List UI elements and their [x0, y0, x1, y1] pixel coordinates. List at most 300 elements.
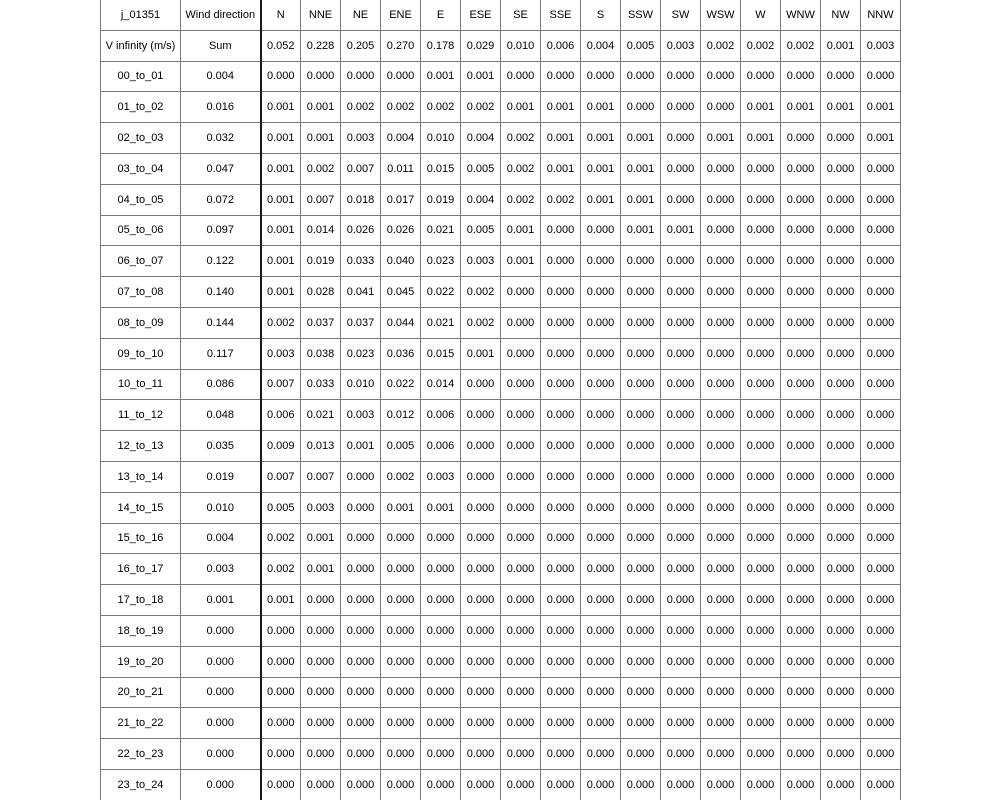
frequency-cell: 0.000 — [261, 61, 301, 92]
frequency-cell: 0.003 — [461, 246, 501, 277]
frequency-cell: 0.000 — [261, 739, 301, 770]
table-row — [101, 769, 901, 799]
frequency-cell: 0.000 — [301, 615, 341, 646]
frequency-cell: 0.000 — [581, 307, 621, 338]
frequency-cell: 0.000 — [461, 400, 501, 431]
frequency-cell: 0.002 — [501, 184, 541, 215]
frequency-cell: 0.000 — [661, 369, 701, 400]
table-row — [101, 646, 901, 677]
frequency-cell: 0.000 — [861, 585, 901, 616]
frequency-cell: 0.000 — [661, 708, 701, 739]
frequency-cell: 0.000 — [661, 677, 701, 708]
frequency-cell: 0.000 — [701, 400, 741, 431]
frequency-cell: 0.000 — [261, 708, 301, 739]
frequency-cell: 0.000 — [581, 554, 621, 585]
direction-header: W — [741, 0, 781, 30]
direction-header: NW — [821, 0, 861, 30]
table-row — [101, 677, 901, 708]
frequency-cell: 0.001 — [261, 215, 301, 246]
frequency-cell: 0.000 — [541, 523, 581, 554]
frequency-cell: 0.000 — [381, 739, 421, 770]
frequency-cell: 0.000 — [541, 677, 581, 708]
speed-bin-label: 09_to_10 — [101, 338, 181, 369]
frequency-cell: 0.000 — [501, 277, 541, 308]
frequency-cell: 0.000 — [461, 369, 501, 400]
frequency-cell: 0.000 — [541, 431, 581, 462]
frequency-cell: 0.000 — [701, 677, 741, 708]
frequency-cell: 0.003 — [261, 338, 301, 369]
frequency-cell: 0.000 — [421, 615, 461, 646]
frequency-cell: 0.002 — [501, 123, 541, 154]
frequency-cell: 0.004 — [461, 184, 501, 215]
frequency-cell: 0.037 — [341, 307, 381, 338]
frequency-cell: 0.000 — [701, 184, 741, 215]
frequency-cell: 0.000 — [781, 523, 821, 554]
frequency-cell: 0.000 — [861, 369, 901, 400]
frequency-cell: 0.001 — [821, 92, 861, 123]
frequency-cell: 0.000 — [301, 646, 341, 677]
frequency-cell: 0.000 — [821, 184, 861, 215]
frequency-cell: 0.000 — [581, 277, 621, 308]
frequency-cell: 0.022 — [381, 369, 421, 400]
frequency-cell: 0.000 — [581, 615, 621, 646]
frequency-cell: 0.001 — [421, 61, 461, 92]
direction-sum-cell: 0.205 — [341, 30, 381, 61]
frequency-cell: 0.021 — [421, 215, 461, 246]
frequency-cell: 0.001 — [741, 123, 781, 154]
frequency-cell: 0.000 — [381, 554, 421, 585]
frequency-cell: 0.000 — [501, 400, 541, 431]
frequency-cell: 0.001 — [501, 92, 541, 123]
frequency-cell: 0.000 — [581, 708, 621, 739]
frequency-cell: 0.000 — [741, 246, 781, 277]
frequency-cell: 0.000 — [341, 708, 381, 739]
direction-sum-cell: 0.004 — [581, 30, 621, 61]
direction-header: SSW — [621, 0, 661, 30]
frequency-cell: 0.026 — [341, 215, 381, 246]
frequency-cell: 0.000 — [821, 739, 861, 770]
frequency-cell: 0.000 — [501, 677, 541, 708]
frequency-cell: 0.000 — [821, 400, 861, 431]
frequency-cell: 0.000 — [741, 769, 781, 799]
frequency-cell: 0.000 — [621, 92, 661, 123]
frequency-cell: 0.003 — [301, 492, 341, 523]
frequency-cell: 0.000 — [461, 431, 501, 462]
frequency-cell: 0.000 — [821, 615, 861, 646]
frequency-cell: 0.000 — [781, 123, 821, 154]
frequency-cell: 0.000 — [461, 769, 501, 799]
frequency-cell: 0.000 — [461, 585, 501, 616]
frequency-cell: 0.000 — [701, 615, 741, 646]
header-row — [101, 0, 901, 30]
frequency-cell: 0.001 — [861, 123, 901, 154]
frequency-cell: 0.000 — [621, 307, 661, 338]
frequency-cell: 0.010 — [341, 369, 381, 400]
frequency-cell: 0.000 — [661, 431, 701, 462]
frequency-cell: 0.003 — [341, 123, 381, 154]
table-row — [101, 307, 901, 338]
frequency-cell: 0.000 — [421, 708, 461, 739]
table-row — [101, 400, 901, 431]
frequency-cell: 0.000 — [421, 585, 461, 616]
frequency-cell: 0.000 — [501, 646, 541, 677]
frequency-cell: 0.000 — [261, 615, 301, 646]
frequency-cell: 0.014 — [421, 369, 461, 400]
frequency-cell: 0.000 — [741, 215, 781, 246]
frequency-cell: 0.001 — [621, 153, 661, 184]
frequency-cell: 0.041 — [341, 277, 381, 308]
frequency-cell: 0.045 — [381, 277, 421, 308]
frequency-cell: 0.000 — [861, 708, 901, 739]
frequency-cell: 0.000 — [581, 677, 621, 708]
frequency-cell: 0.000 — [781, 431, 821, 462]
direction-header: S — [581, 0, 621, 30]
frequency-cell: 0.000 — [741, 585, 781, 616]
row-sum-cell: 0.000 — [181, 739, 261, 770]
frequency-cell: 0.001 — [301, 523, 341, 554]
frequency-cell: 0.000 — [861, 184, 901, 215]
frequency-cell: 0.000 — [701, 369, 741, 400]
frequency-cell: 0.000 — [541, 307, 581, 338]
frequency-cell: 0.000 — [741, 554, 781, 585]
row-sum-cell: 0.086 — [181, 369, 261, 400]
frequency-cell: 0.000 — [421, 646, 461, 677]
frequency-cell: 0.000 — [341, 61, 381, 92]
frequency-cell: 0.000 — [661, 61, 701, 92]
frequency-cell: 0.000 — [861, 492, 901, 523]
frequency-cell: 0.000 — [541, 492, 581, 523]
frequency-cell: 0.000 — [701, 61, 741, 92]
row-sum-cell: 0.003 — [181, 554, 261, 585]
frequency-cell: 0.000 — [821, 646, 861, 677]
frequency-cell: 0.000 — [781, 338, 821, 369]
direction-header: ESE — [461, 0, 501, 30]
frequency-cell: 0.000 — [781, 646, 821, 677]
frequency-cell: 0.000 — [821, 338, 861, 369]
frequency-cell: 0.003 — [421, 461, 461, 492]
row-sum-cell: 0.000 — [181, 708, 261, 739]
row-sum-cell: 0.000 — [181, 646, 261, 677]
sum-row — [101, 30, 901, 61]
direction-sum-cell: 0.003 — [861, 30, 901, 61]
frequency-cell: 0.000 — [701, 523, 741, 554]
frequency-cell: 0.000 — [861, 338, 901, 369]
speed-bin-label: 18_to_19 — [101, 615, 181, 646]
table-row — [101, 184, 901, 215]
speed-bin-label: 13_to_14 — [101, 461, 181, 492]
frequency-cell: 0.001 — [261, 153, 301, 184]
frequency-cell: 0.000 — [661, 153, 701, 184]
frequency-cell: 0.000 — [701, 92, 741, 123]
frequency-cell: 0.000 — [741, 461, 781, 492]
direction-header: NE — [341, 0, 381, 30]
table-row — [101, 277, 901, 308]
table-row — [101, 338, 901, 369]
frequency-cell: 0.004 — [381, 123, 421, 154]
frequency-cell: 0.000 — [381, 585, 421, 616]
table-row — [101, 554, 901, 585]
frequency-cell: 0.001 — [541, 153, 581, 184]
frequency-cell: 0.000 — [661, 461, 701, 492]
frequency-cell: 0.001 — [581, 92, 621, 123]
frequency-cell: 0.000 — [461, 708, 501, 739]
frequency-cell: 0.000 — [541, 277, 581, 308]
frequency-cell: 0.000 — [341, 492, 381, 523]
frequency-cell: 0.000 — [381, 615, 421, 646]
frequency-cell: 0.000 — [621, 708, 661, 739]
frequency-cell: 0.000 — [861, 677, 901, 708]
frequency-cell: 0.002 — [461, 307, 501, 338]
frequency-cell: 0.000 — [621, 492, 661, 523]
frequency-cell: 0.000 — [341, 677, 381, 708]
table-row — [101, 585, 901, 616]
frequency-cell: 0.007 — [261, 461, 301, 492]
direction-sum-cell: 0.010 — [501, 30, 541, 61]
frequency-cell: 0.038 — [301, 338, 341, 369]
direction-sum-cell: 0.002 — [781, 30, 821, 61]
table-row — [101, 431, 901, 462]
direction-header: E — [421, 0, 461, 30]
frequency-cell: 0.000 — [861, 739, 901, 770]
frequency-cell: 0.002 — [461, 277, 501, 308]
frequency-cell: 0.000 — [701, 153, 741, 184]
frequency-cell: 0.000 — [421, 769, 461, 799]
frequency-cell: 0.000 — [781, 461, 821, 492]
table-row — [101, 461, 901, 492]
frequency-cell: 0.000 — [541, 769, 581, 799]
frequency-cell: 0.000 — [861, 523, 901, 554]
direction-sum-cell: 0.178 — [421, 30, 461, 61]
table-row — [101, 246, 901, 277]
frequency-cell: 0.000 — [821, 585, 861, 616]
frequency-cell: 0.000 — [341, 523, 381, 554]
frequency-cell: 0.002 — [341, 92, 381, 123]
frequency-cell: 0.000 — [701, 492, 741, 523]
frequency-cell: 0.000 — [501, 369, 541, 400]
frequency-cell: 0.000 — [621, 277, 661, 308]
frequency-cell: 0.018 — [341, 184, 381, 215]
frequency-cell: 0.004 — [461, 123, 501, 154]
frequency-cell: 0.000 — [581, 523, 621, 554]
frequency-cell: 0.000 — [461, 461, 501, 492]
frequency-cell: 0.007 — [301, 461, 341, 492]
frequency-cell: 0.000 — [341, 646, 381, 677]
frequency-cell: 0.000 — [821, 554, 861, 585]
frequency-cell: 0.006 — [421, 431, 461, 462]
table-row — [101, 123, 901, 154]
frequency-cell: 0.000 — [461, 523, 501, 554]
row-sum-cell: 0.016 — [181, 92, 261, 123]
frequency-cell: 0.000 — [741, 307, 781, 338]
speed-bin-label: 02_to_03 — [101, 123, 181, 154]
frequency-cell: 0.000 — [821, 677, 861, 708]
frequency-cell: 0.000 — [701, 769, 741, 799]
frequency-cell: 0.000 — [861, 277, 901, 308]
frequency-cell: 0.021 — [421, 307, 461, 338]
frequency-cell: 0.000 — [501, 461, 541, 492]
frequency-cell: 0.000 — [621, 523, 661, 554]
table-row — [101, 523, 901, 554]
table-row — [101, 369, 901, 400]
frequency-cell: 0.000 — [821, 461, 861, 492]
direction-sum-cell: 0.001 — [821, 30, 861, 61]
direction-header: NNW — [861, 0, 901, 30]
frequency-cell: 0.000 — [581, 739, 621, 770]
frequency-cell: 0.000 — [581, 431, 621, 462]
row-sum-cell: 0.048 — [181, 400, 261, 431]
row-sum-cell: 0.019 — [181, 461, 261, 492]
frequency-cell: 0.000 — [501, 739, 541, 770]
frequency-cell: 0.000 — [341, 554, 381, 585]
frequency-cell: 0.000 — [501, 492, 541, 523]
frequency-cell: 0.000 — [581, 769, 621, 799]
frequency-cell: 0.001 — [301, 123, 341, 154]
frequency-cell: 0.001 — [341, 431, 381, 462]
frequency-cell: 0.000 — [741, 153, 781, 184]
frequency-cell: 0.006 — [421, 400, 461, 431]
frequency-cell: 0.000 — [701, 338, 741, 369]
frequency-cell: 0.000 — [741, 646, 781, 677]
frequency-cell: 0.000 — [421, 554, 461, 585]
wind-direction-label: Wind direction — [181, 0, 261, 30]
frequency-cell: 0.000 — [661, 307, 701, 338]
frequency-cell: 0.000 — [381, 523, 421, 554]
frequency-cell: 0.006 — [261, 400, 301, 431]
frequency-cell: 0.000 — [861, 769, 901, 799]
frequency-cell: 0.023 — [341, 338, 381, 369]
frequency-cell: 0.000 — [621, 739, 661, 770]
frequency-cell: 0.000 — [781, 277, 821, 308]
direction-header: NNE — [301, 0, 341, 30]
frequency-cell: 0.022 — [421, 277, 461, 308]
frequency-cell: 0.000 — [781, 708, 821, 739]
frequency-cell: 0.033 — [341, 246, 381, 277]
frequency-cell: 0.000 — [341, 585, 381, 616]
frequency-cell: 0.000 — [501, 61, 541, 92]
frequency-cell: 0.002 — [501, 153, 541, 184]
frequency-cell: 0.028 — [301, 277, 341, 308]
frequency-cell: 0.000 — [581, 492, 621, 523]
frequency-cell: 0.001 — [541, 92, 581, 123]
frequency-cell: 0.023 — [421, 246, 461, 277]
speed-bin-label: 08_to_09 — [101, 307, 181, 338]
frequency-cell: 0.001 — [741, 92, 781, 123]
frequency-cell: 0.000 — [701, 431, 741, 462]
frequency-cell: 0.000 — [861, 215, 901, 246]
frequency-cell: 0.002 — [381, 461, 421, 492]
speed-bin-label: 14_to_15 — [101, 492, 181, 523]
frequency-cell: 0.000 — [861, 307, 901, 338]
speed-bin-label: 11_to_12 — [101, 400, 181, 431]
row-sum-cell: 0.140 — [181, 277, 261, 308]
frequency-cell: 0.007 — [301, 184, 341, 215]
frequency-cell: 0.000 — [581, 369, 621, 400]
frequency-cell: 0.002 — [461, 92, 501, 123]
frequency-cell: 0.000 — [621, 246, 661, 277]
frequency-cell: 0.000 — [701, 554, 741, 585]
frequency-cell: 0.002 — [381, 92, 421, 123]
frequency-cell: 0.000 — [581, 400, 621, 431]
speed-bin-label: 12_to_13 — [101, 431, 181, 462]
frequency-cell: 0.001 — [461, 61, 501, 92]
frequency-cell: 0.000 — [661, 277, 701, 308]
row-sum-cell: 0.047 — [181, 153, 261, 184]
frequency-cell: 0.000 — [501, 307, 541, 338]
frequency-cell: 0.000 — [701, 646, 741, 677]
frequency-cell: 0.040 — [381, 246, 421, 277]
table-row — [101, 61, 901, 92]
frequency-cell: 0.000 — [701, 277, 741, 308]
frequency-cell: 0.000 — [461, 615, 501, 646]
frequency-cell: 0.001 — [381, 492, 421, 523]
frequency-cell: 0.000 — [381, 646, 421, 677]
frequency-cell: 0.000 — [861, 646, 901, 677]
frequency-cell: 0.000 — [821, 492, 861, 523]
frequency-cell: 0.000 — [861, 400, 901, 431]
frequency-cell: 0.000 — [421, 739, 461, 770]
direction-sum-cell: 0.228 — [301, 30, 341, 61]
frequency-cell: 0.000 — [541, 708, 581, 739]
frequency-cell: 0.000 — [341, 739, 381, 770]
row-sum-cell: 0.122 — [181, 246, 261, 277]
frequency-cell: 0.000 — [821, 215, 861, 246]
row-sum-cell: 0.000 — [181, 677, 261, 708]
frequency-cell: 0.044 — [381, 307, 421, 338]
frequency-cell: 0.000 — [341, 615, 381, 646]
frequency-cell: 0.000 — [701, 585, 741, 616]
frequency-cell: 0.000 — [661, 769, 701, 799]
speed-bin-label: 03_to_04 — [101, 153, 181, 184]
frequency-cell: 0.000 — [381, 677, 421, 708]
frequency-cell: 0.000 — [661, 492, 701, 523]
frequency-cell: 0.000 — [741, 677, 781, 708]
frequency-cell: 0.000 — [541, 585, 581, 616]
frequency-cell: 0.000 — [381, 769, 421, 799]
frequency-cell: 0.000 — [301, 677, 341, 708]
frequency-cell: 0.019 — [421, 184, 461, 215]
frequency-cell: 0.001 — [701, 123, 741, 154]
frequency-cell: 0.000 — [781, 215, 821, 246]
frequency-cell: 0.000 — [781, 554, 821, 585]
frequency-cell: 0.000 — [581, 461, 621, 492]
frequency-cell: 0.001 — [261, 184, 301, 215]
frequency-cell: 0.000 — [781, 585, 821, 616]
frequency-cell: 0.000 — [581, 585, 621, 616]
frequency-cell: 0.005 — [261, 492, 301, 523]
frequency-cell: 0.000 — [501, 554, 541, 585]
frequency-cell: 0.001 — [421, 492, 461, 523]
frequency-cell: 0.000 — [301, 585, 341, 616]
frequency-cell: 0.001 — [541, 123, 581, 154]
direction-sum-cell: 0.003 — [661, 30, 701, 61]
table-row — [101, 215, 901, 246]
frequency-cell: 0.000 — [861, 431, 901, 462]
table-row — [101, 615, 901, 646]
frequency-cell: 0.000 — [381, 708, 421, 739]
direction-header: WSW — [701, 0, 741, 30]
frequency-cell: 0.000 — [301, 739, 341, 770]
frequency-cell: 0.000 — [621, 369, 661, 400]
row-sum-cell: 0.072 — [181, 184, 261, 215]
frequency-cell: 0.001 — [261, 246, 301, 277]
frequency-cell: 0.000 — [821, 431, 861, 462]
speed-bin-label: 23_to_24 — [101, 769, 181, 799]
frequency-cell: 0.001 — [501, 215, 541, 246]
frequency-cell: 0.000 — [861, 246, 901, 277]
frequency-cell: 0.000 — [741, 431, 781, 462]
frequency-cell: 0.005 — [461, 215, 501, 246]
speed-bin-label: 16_to_17 — [101, 554, 181, 585]
